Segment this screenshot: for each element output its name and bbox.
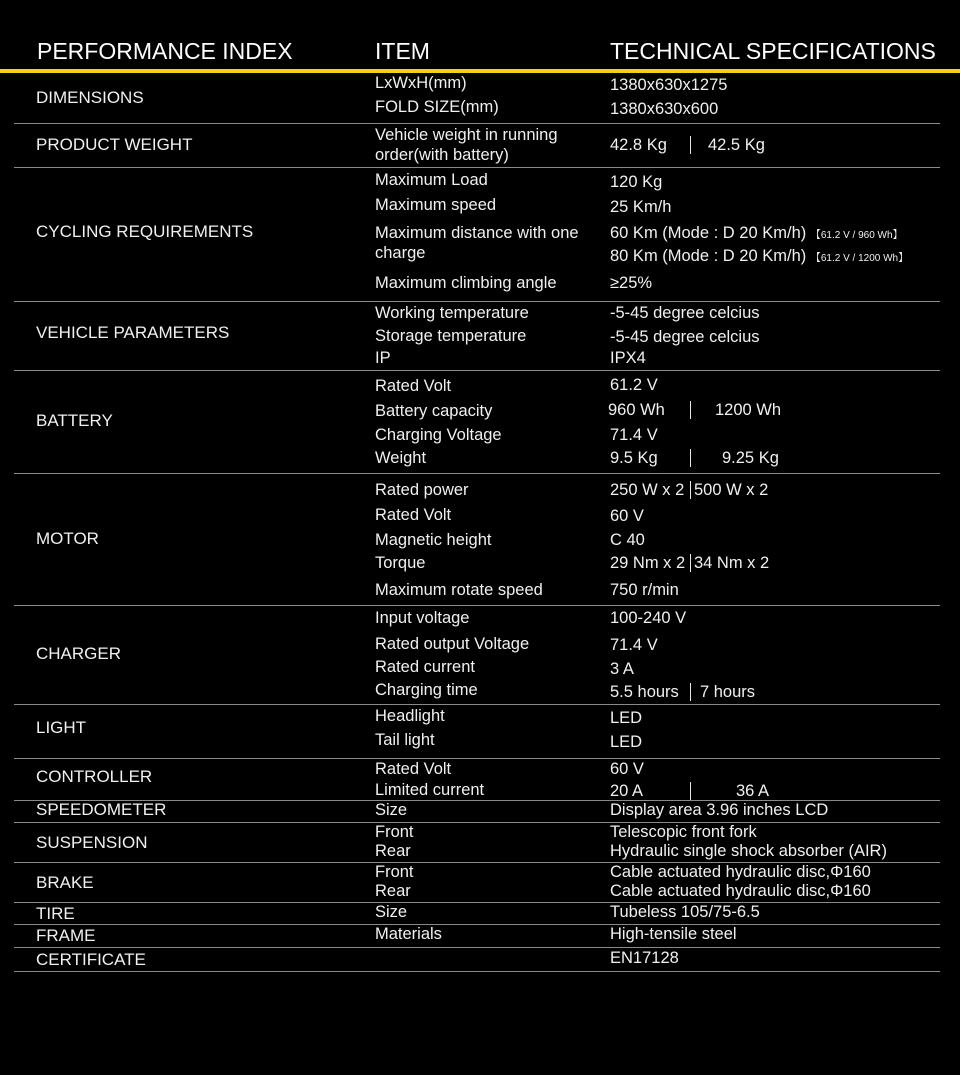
- spec-row-vehicle-parameters: [0, 301, 960, 370]
- value-separator: [690, 782, 691, 800]
- spec-value: [610, 682, 930, 702]
- item-label: LxWxH(mm): [375, 74, 467, 92]
- item-label: Working temperature: [375, 304, 529, 322]
- item-label: Size: [375, 801, 408, 819]
- spec-value-primary: 9.5 Kg: [610, 449, 658, 467]
- spec-row-motor: [0, 473, 960, 605]
- spec-value-secondary: 36 A: [736, 782, 770, 800]
- category-label: CYCLING REQUIREMENTS: [36, 222, 254, 241]
- spec-value-primary: 42.8 Kg: [610, 136, 667, 154]
- item-label: Headlight: [375, 707, 445, 725]
- category-label: MOTOR: [36, 529, 99, 548]
- spec-value-primary: 29 Nm x 2: [610, 554, 686, 572]
- item-label: Size: [375, 903, 408, 921]
- spec-row-charger: [0, 605, 960, 704]
- header-performance-index: PERFORMANCE INDEX: [37, 38, 293, 64]
- value-separator: [690, 481, 691, 499]
- item-label: Battery capacity: [375, 402, 493, 420]
- spec-row-speedometer: [0, 800, 960, 822]
- spec-row-tire: [0, 902, 960, 924]
- spec-value-primary: 960 Wh: [608, 401, 665, 419]
- spec-value: [610, 223, 908, 269]
- category-label: LIGHT: [36, 718, 87, 737]
- spec-note: 【61.2 V / 960 Wh】: [810, 230, 903, 241]
- spec-value-secondary: 1200 Wh: [715, 401, 782, 419]
- value-separator: [690, 449, 691, 467]
- spec-value-text: 60 Km (Mode : D 20 Km/h): [610, 224, 811, 242]
- spec-value: -5-45 degree celcius: [610, 304, 760, 322]
- spec-row-light: [0, 704, 960, 758]
- item-label: Rated output Voltage: [375, 635, 530, 653]
- spec-value: 61.2 V: [610, 376, 658, 394]
- spec-value-primary: 20 A: [610, 782, 644, 800]
- category-label: TIRE: [36, 904, 75, 923]
- spec-value-line: [610, 246, 908, 269]
- spec-value: 60 V: [610, 507, 644, 525]
- spec-value: LED: [610, 709, 643, 727]
- item-label: Charging Voltage: [375, 426, 502, 444]
- item-label: Rated power: [375, 481, 469, 499]
- spec-value: 71.4 V: [610, 636, 658, 654]
- item-label: Front: [375, 863, 414, 881]
- row-divider: [14, 971, 940, 972]
- item-label: Rated Volt: [375, 377, 452, 395]
- category-label: DIMENSIONS: [36, 88, 144, 107]
- spec-value: 60 V: [610, 760, 644, 778]
- item-label: Rear: [375, 842, 411, 860]
- spec-value: Cable actuated hydraulic disc,Φ160: [610, 863, 871, 881]
- spec-value: ≥25%: [610, 274, 653, 292]
- item-label: Input voltage: [375, 609, 470, 627]
- item-label: Tail light: [375, 731, 435, 749]
- spec-value: 1380x630x600: [610, 100, 719, 118]
- spec-row-frame: [0, 924, 960, 947]
- item-label: Materials: [375, 925, 442, 943]
- item-label: Front: [375, 823, 414, 841]
- category-label: BRAKE: [36, 873, 94, 892]
- item-label: Weight: [375, 449, 427, 467]
- table-header: [0, 0, 960, 70]
- spec-value: Telescopic front fork: [610, 823, 757, 841]
- category-label: SPEEDOMETER: [36, 800, 167, 819]
- value-separator: [690, 554, 691, 572]
- value-separator: [690, 401, 691, 419]
- spec-note: 【61.2 V / 1200 Wh】: [810, 253, 909, 264]
- spec-row-dimensions: [0, 73, 960, 123]
- spec-row-controller: [0, 758, 960, 800]
- item-label: Rated Volt: [375, 760, 452, 778]
- spec-value: Cable actuated hydraulic disc,Φ160: [610, 882, 871, 900]
- category-label: SUSPENSION: [36, 833, 148, 852]
- category-label: PRODUCT WEIGHT: [36, 135, 193, 154]
- item-label: Magnetic height: [375, 531, 492, 549]
- item-label: Limited current: [375, 781, 485, 799]
- spec-row-certificate: [0, 947, 960, 971]
- item-label: Vehicle weight in running order(with battery): [375, 126, 558, 164]
- item-label: Storage temperature: [375, 327, 527, 345]
- spec-value-primary: 250 W x 2: [610, 481, 685, 499]
- spec-value: [610, 480, 930, 500]
- header-technical-specifications: TECHNICAL SPECIFICATIONS: [610, 38, 936, 64]
- spec-value-secondary: 9.25 Kg: [722, 449, 779, 467]
- item-label: Maximum climbing angle: [375, 274, 557, 292]
- spec-value: [610, 448, 930, 468]
- item-label: FOLD SIZE(mm): [375, 98, 499, 116]
- spec-value: LED: [610, 733, 643, 751]
- spec-value: Tubeless 105/75-6.5: [610, 903, 760, 921]
- spec-row-cycling-requirements: [0, 167, 960, 301]
- spec-value: 1380x630x1275: [610, 76, 728, 94]
- item-label: Charging time: [375, 681, 478, 699]
- spec-value: -5-45 degree celcius: [610, 328, 760, 346]
- spec-value: 3 A: [610, 660, 634, 678]
- spec-value: [610, 553, 930, 573]
- category-label: VEHICLE PARAMETERS: [36, 323, 230, 342]
- spec-value: [610, 781, 930, 801]
- spec-value: C 40: [610, 531, 645, 549]
- spec-value: EN17128: [610, 949, 679, 967]
- category-label: CONTROLLER: [36, 767, 153, 786]
- spec-row-battery: [0, 370, 960, 473]
- header-item: ITEM: [375, 38, 430, 64]
- item-label: Maximum distance with one charge: [375, 224, 579, 262]
- spec-value: 750 r/min: [610, 581, 679, 599]
- item-label: Maximum speed: [375, 196, 497, 214]
- category-label: BATTERY: [36, 411, 113, 430]
- item-label: Rated current: [375, 658, 475, 676]
- category-label: CERTIFICATE: [36, 950, 146, 969]
- spec-value-secondary: 500 W x 2: [694, 481, 769, 499]
- item-label: IP: [375, 349, 391, 367]
- category-label: FRAME: [36, 926, 96, 945]
- item-label: Maximum rotate speed: [375, 581, 543, 599]
- spec-value-line: [610, 223, 908, 246]
- spec-value: Hydraulic single shock absorber (AIR): [610, 842, 887, 860]
- value-separator: [690, 683, 691, 701]
- spec-row-product-weight: [0, 123, 960, 167]
- spec-value: [610, 135, 930, 155]
- spec-value: 71.4 V: [610, 426, 658, 444]
- spec-value-primary: 5.5 hours: [610, 683, 679, 701]
- spec-value-secondary: 42.5 Kg: [708, 136, 765, 154]
- spec-value: [610, 400, 930, 420]
- spec-value: 25 Km/h: [610, 198, 672, 216]
- spec-value: High-tensile steel: [610, 925, 737, 943]
- spec-row-brake: [0, 862, 960, 902]
- spec-value: Display area 3.96 inches LCD: [610, 801, 829, 819]
- category-label: CHARGER: [36, 644, 122, 663]
- spec-value-text: 80 Km (Mode : D 20 Km/h): [610, 247, 811, 265]
- item-label: Maximum Load: [375, 171, 488, 189]
- spec-value: IPX4: [610, 349, 646, 367]
- spec-value-secondary: 7 hours: [700, 683, 756, 701]
- spec-value: 100-240 V: [610, 609, 687, 627]
- spec-row-suspension: [0, 822, 960, 862]
- value-separator: [690, 136, 691, 154]
- item-label: Rated Volt: [375, 506, 452, 524]
- spec-value-secondary: 34 Nm x 2: [694, 554, 770, 572]
- item-label: Torque: [375, 554, 426, 572]
- spec-value: 120 Kg: [610, 173, 663, 191]
- item-label: Rear: [375, 882, 411, 900]
